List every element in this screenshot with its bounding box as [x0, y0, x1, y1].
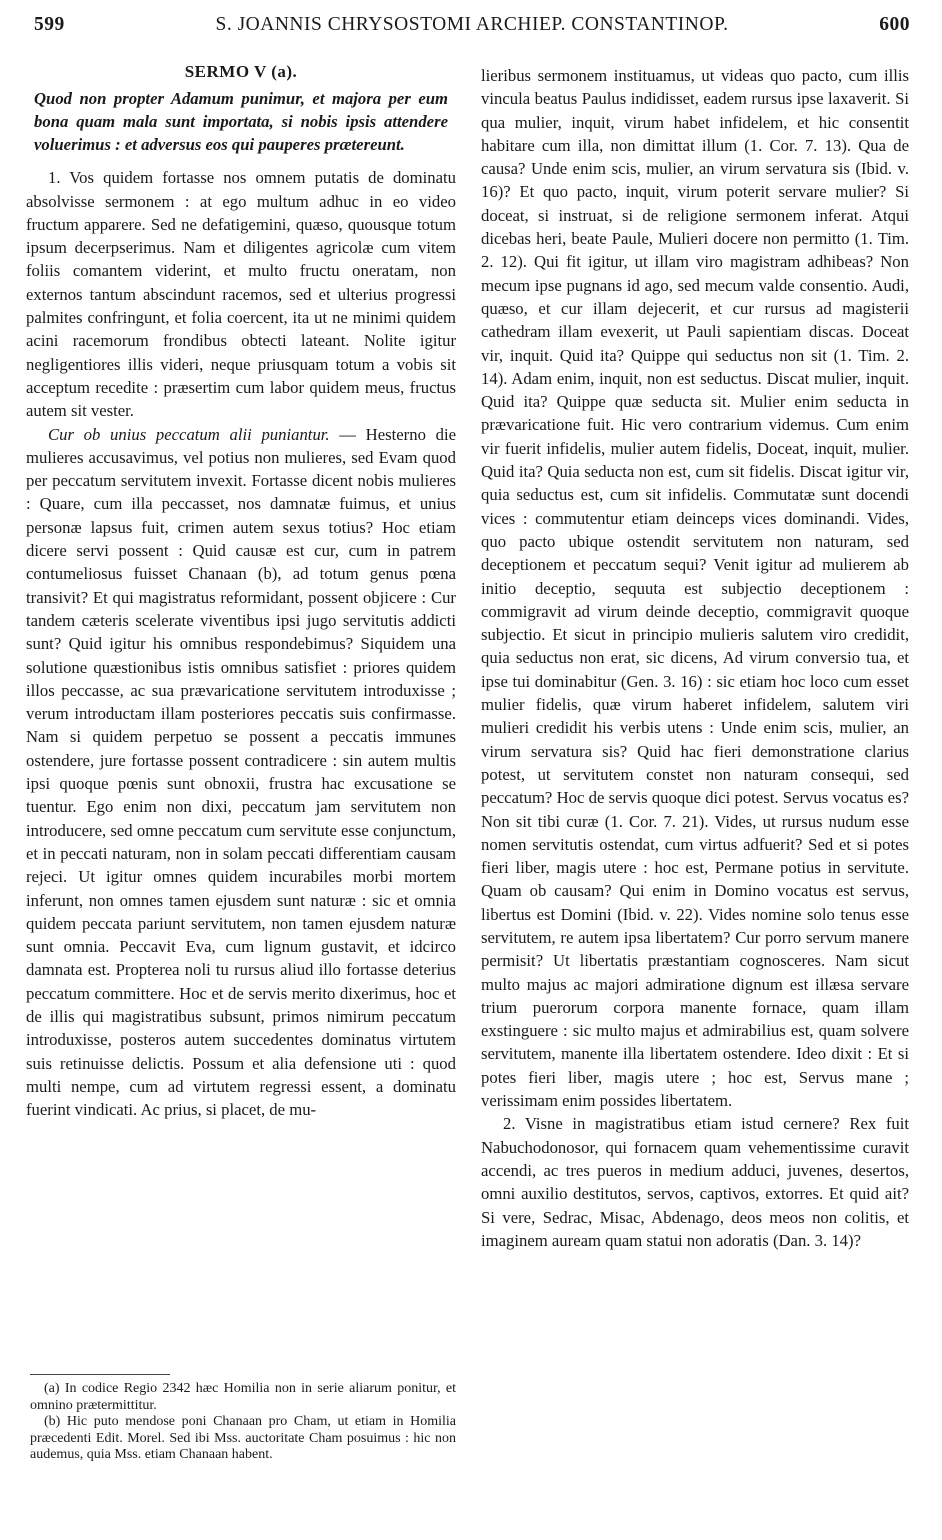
footnote-rule: [30, 1374, 170, 1375]
footnote-b: (b) Hic puto mendose poni Chanaan pro Cham, ut etiam in Homilia præcedenti Edit. Morel. Sed ibi Mss. auctoritate Cham posuimus : hic non audemus, quia Mss. etiam Chanaan habent.: [30, 1414, 456, 1462]
footnote-a: (a) In codice Regio 2342 hæc Homilia non in serie aliarum ponitur, et omnino prætermittitur.: [30, 1381, 456, 1413]
page-number-left: 599: [34, 14, 65, 35]
paragraph-2-text: — Hesterno die mulieres accusavimus, vel potius non mulieres, sed Evam quod per peccatum servitutem invexit. Fortasse dicent nobis mulieres : Quare, cum illa peccasset, nos damnatæ fuimus, et unius personæ lapsus fuit, crimen autem sexus totius? Hoc etiam dicere servi possent : Quid causæ est cur, cum in patrem contumeliosus fuisset Chanaan (b), ad totum genus pœna transivit? Et qui magistratus reformidant, possent objicere : Cur tandem cæteris scelerate viventibus ipsi jugo servitutis addicti sunt? Quid igitur his omnibus respondebimus? Siquidem una solutione quæstionibus istis omnibus satisfiet : priores quidem illos peccasse, ac sua prævaricatione servitutem introduxisse ; verum introductam illam posteriores peccatis suis confirmasse. Nam si quidem perpetuo se possent a peccatis immunes ostendere, jure fortasse possent contradicere : sin autem multis ipsi quoque pœnis sunt obnoxii, frustra hac excusatione se tuentur. Ego enim non dixi, peccatum jam servitutem non introducere, sed omne peccatum cum servitute esse conjunctum, et in peccati naturam, non in solam peccati differentiam causam rejeci. Ut igitur omnes quidem incurabiles morbi mortem inferunt, non omnes tamen ejusdem sunt naturæ : sic et omnia quidem peccata pariunt servitutem, non tamen ejusdem naturæ sunt omnia. Peccavit Eva, cum lignum gustavit, et idcirco damnata est. Propterea noli tu rursus aliud illo fortasse deterius peccatum committere. Hoc et de servis merito dixerimus, hoc et de illis qui magistratibus subsunt, primos nimirum peccatum introduxisse, posteros autem succedentes dominatus virtutem suis retinuisse delictis. Possum et alia defensione uti : quod multi nempe, cum ad virtutem regressi essent, a dominatu fuerint vindicati. Ac prius, si placet, de mu-: [26, 424, 456, 1120]
sermo-title: SERMO V (a).: [184, 62, 298, 81]
running-title: S. JOANNIS CHRYSOSTOMI ARCHIEP. CONSTANTINOP.: [215, 14, 729, 35]
section-heading: Cur ob unius peccatum alii puniantur.: [48, 424, 330, 444]
page-number-right: 600: [879, 14, 910, 35]
paragraph-2: [26, 423, 456, 1122]
sermon-argument: Quod non propter Adamum punimur, et majora per eum bona quam mala sunt importata, si nobis ipsis attendere voluerimus : et adversus eos qui pauperes prætereunt.: [34, 89, 448, 155]
paragraph-1: 1. Vos quidem fortasse nos omnem putatis de dominatu absolvisse sermonem : at ego multum adhuc in eo video fructum apparere. Sed ne defatigemini, quæso, quousque totum ipsum decerpserimus. Nam et diligentes agricolæ cum vitem foliis comantem viderint, et multo fructu oneratam, non externos tantum abscindunt racemos, sed et ulterius progressi palmites confringunt, et folia coercent, ita ut ne minimi quidem acini racemorum frondibus obtecti lateant. Nolite igitur negligentiores illis videri, neque priusquam totum a vobis sit acceptum recedite : præsertim cum labor quidem meus, fructus autem sit vester.: [26, 168, 456, 421]
footnotes: [30, 1374, 456, 1464]
paragraph-3: 2. Visne in magistratibus etiam istud cernere? Rex fuit Nabuchodonosor, qui fornacem quam vehementissime curavit accendi, ac tres pueros in medium adduci, juvenes, desertos, omni auxilio destitutos, servos, captivos, extorres. Et quid ait? Si vere, Sedrac, Misac, Abdenago, deos meos non colitis, et imaginem auream quam statui non adoratis (Dan. 3. 14)?: [481, 1114, 909, 1250]
running-head: [34, 14, 910, 42]
left-column: [26, 60, 456, 1121]
right-column-text: lieribus sermonem instituamus, ut videas quo pacto, cum illis vincula beatus Paulus indidisset, eadem rursus ipse laxaverit. Si qua mulier, inquit, virum habet infidelem, et hic consentit habitare cum illa, non dimittat illum (1. Cor. 7. 13). Qua de causa? Unde enim scis, mulier, an virum servatura sis (Ibid. v. 16)? Et quo pacto, inquit, virum poterit servare mulier? Si doceat, si instruat, si de religione sermonem inferat. Atqui dicebas heri, beate Paule, Mulieri docere non permitto (1. Tim. 2. 12). Qui fit igitur, ut illam viro magistram adhibeas? Non mecum ipse pugnans id ago, sed mecum valde consentio. Audi, quæso, et cur illam dejecerit, et cur rursus ad magisterii cathedram illam evexerit, ut Pauli sapientiam discas. Doceat vir, inquit. Quid ita? Quippe qui seductus non sit (1. Tim. 2. 14). Adam enim, inquit, non est seductus. Discat mulier, inquit. Quid ita? Quippe quæ seducta sit. Mulier enim seducta in prævaricatione fuit. Hic vero contrarium videmus. Cum enim vir fuerit infidelis, mulier autem fidelis, Doceat, inquit, mulier. Quid ita? Quia seducta non est, cum sit fidelis. Discat igitur vir, quia seductus est, cum sit infidelis. Commutatæ sunt docendi vices : commutentur etiam deinceps vices dominandi. Vides, quo pacto ubique ostendit servitutem non naturam, sed deceptionem et peccatum sequi? Venit igitur ad mulierem ab initio deceptio, sequuta est subjectio deceptionem : commigravit ad virum deinde deceptio, commigravit quoque subjectio. Et sicut in principio mulieris salutem viro credidit, quia seductus non erat, sic dicens, Ad virum conversio tua, et ipse tui dominabitur (Gen. 3. 16) : sic etiam hoc loco cum esset mulier fidelis, quæ virum haberet infidelem, salutem viri mulieri credidit his verbis utens : Unde enim scis, mulier, an virum servatura sis? Quid hac fieri demonstratione clarius potest, ut servitutem constet non naturam consequi, sed peccatum? Hoc de servis quoque dici potest. Servus vocatus es? Non sit tibi curæ (1. Cor. 7. 21). Vides, ut rursus nudum esse nomen servitutis ostendat, cum virtus adfuerit? Sed et si potes fieri liber, magis utere : hoc est, Permane potius in servitute. Quam ob causam? Qui enim in Domino vocatus est servus, libertus est Domini (Ibid. v. 22). Vides nomine solo tenus esse servitutem, re autem ipsa libertatem? Cur porro servum manere permisit? Ut libertatis præstantiam cognosceres. Nam sicut multo majus ac majori admiratione dignum est illæsa servare trium puerorum corpora manente fornace, quam illam exstinguere : sic multo majus et admirabilius est, quam solvere servitutem, manente illa libertatem ostendere. Ideo dixit : Et si potes fieri liber, magis utere ; hoc est, Servus mane ; verissimam enim possides libertatem.: [481, 66, 909, 1111]
right-column: [481, 64, 909, 1252]
